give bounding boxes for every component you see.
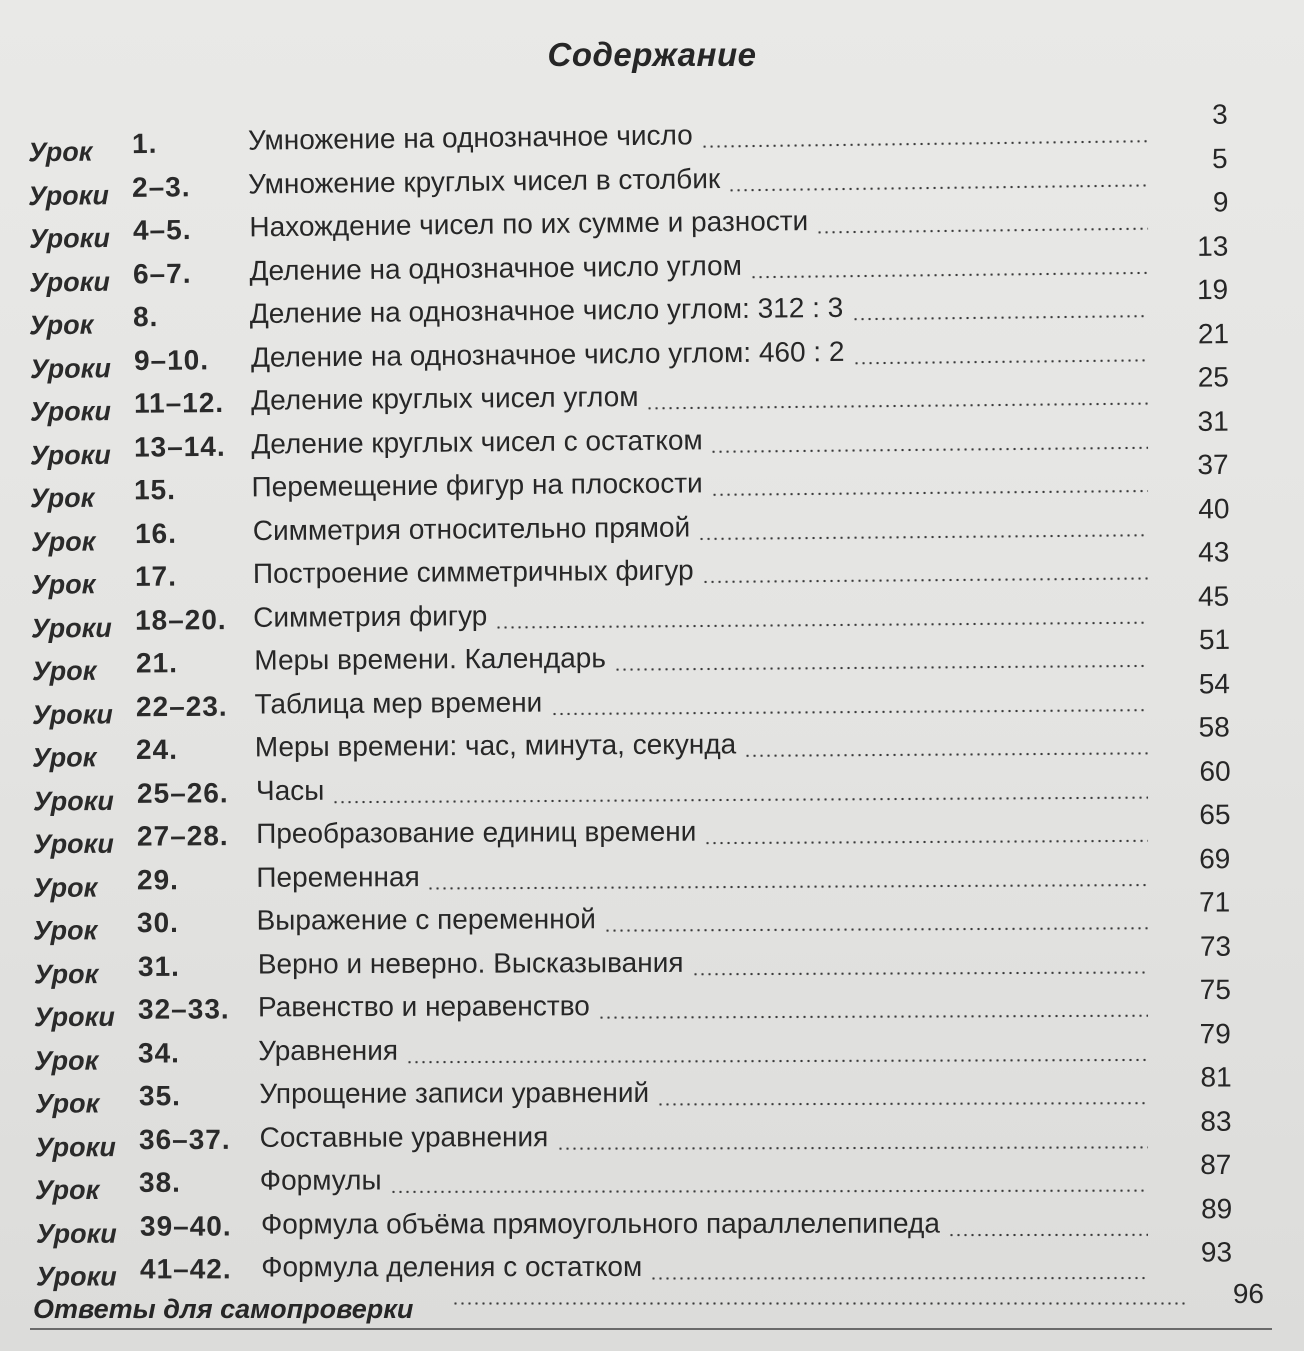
- lesson-number: 13–14.: [133, 430, 226, 463]
- dot-leader: [698, 533, 1148, 540]
- lesson-number: 34.: [138, 1036, 181, 1069]
- page-number: 73: [1199, 930, 1231, 962]
- lesson-label: Уроки: [35, 1218, 117, 1249]
- lesson-title: Деление на однозначное число углом: 312 : 3: [249, 291, 844, 330]
- lesson-label: Уроки: [33, 1001, 115, 1033]
- lesson-label: Урок: [30, 525, 96, 557]
- lesson-label: Урок: [35, 1174, 100, 1206]
- lesson-number: 36–37.: [138, 1123, 231, 1155]
- toc-entry: [33, 930, 1240, 991]
- dot-leader: [390, 1189, 1148, 1193]
- page-title: Содержание: [547, 36, 757, 73]
- page-number: 51: [1198, 623, 1230, 656]
- toc-entry: [35, 1148, 1240, 1207]
- lesson-title: Формула деления с остатком: [260, 1250, 643, 1283]
- lesson-number: 4–5.: [132, 214, 192, 246]
- page-number: 9: [1212, 186, 1229, 218]
- lesson-number: 29.: [137, 863, 180, 895]
- lesson-title: Умножение круглых чисел в столбик: [248, 162, 721, 200]
- page-number: 81: [1200, 1061, 1232, 1093]
- lesson-label: Уроки: [32, 828, 114, 860]
- toc-entry: [35, 1236, 1240, 1293]
- lesson-title: Перемещение фигур на плоскости: [251, 467, 704, 503]
- dot-leader: [704, 839, 1148, 844]
- lesson-number: 16.: [134, 517, 177, 549]
- toc-entry: [34, 1061, 1241, 1120]
- page-number: 58: [1198, 711, 1231, 743]
- lesson-title: Часы: [255, 774, 324, 806]
- dot-leader: [650, 1277, 1148, 1280]
- answers-title: Ответы для самопроверки: [33, 1294, 414, 1324]
- lesson-title: Меры времени: час, минута, секунда: [254, 728, 737, 763]
- dot-leader: [816, 227, 1148, 234]
- lesson-label: Урок: [29, 309, 94, 341]
- lesson-number: 31.: [137, 950, 180, 982]
- lesson-title: Переменная: [256, 860, 420, 893]
- lesson-number: 35.: [138, 1080, 181, 1112]
- page-number: 45: [1198, 580, 1230, 612]
- lesson-label: Уроки: [29, 396, 111, 427]
- dot-leader: [406, 1058, 1148, 1063]
- page-number: 37: [1197, 448, 1230, 481]
- dot-leader: [495, 621, 1148, 629]
- toc-entry: [35, 1192, 1240, 1251]
- lesson-label: Уроки: [32, 785, 114, 816]
- lesson-title: Уравнения: [258, 1034, 399, 1066]
- dot-leader: [702, 577, 1148, 584]
- lesson-title: Деление круглых чисел с остатком: [251, 423, 703, 460]
- lesson-label: Уроки: [28, 179, 110, 211]
- lesson-number: 15.: [134, 474, 177, 506]
- page-number: 93: [1200, 1236, 1232, 1268]
- toc-entry: [33, 886, 1240, 947]
- page-number: 21: [1197, 317, 1229, 349]
- lesson-label: Урок: [33, 958, 99, 989]
- lesson-label: Уроки: [31, 698, 113, 730]
- lesson-number: 18–20.: [135, 603, 228, 636]
- dot-leader: [427, 883, 1148, 889]
- bottom-rule: [30, 1328, 1272, 1330]
- toc-entry: [32, 755, 1240, 818]
- lesson-title: Формулы: [259, 1164, 382, 1196]
- page-number: 31: [1197, 405, 1229, 437]
- dot-leader: [692, 970, 1148, 975]
- page-number: 60: [1198, 755, 1231, 787]
- lesson-number: 21.: [135, 647, 178, 679]
- lesson-number: 6–7.: [132, 257, 192, 289]
- lesson-number: 41–42.: [139, 1253, 232, 1285]
- dot-leader: [598, 1014, 1148, 1019]
- lesson-label: Уроки: [31, 612, 113, 643]
- toc-entry: [33, 973, 1240, 1034]
- lesson-number: 8.: [133, 300, 159, 333]
- dot-leader: [604, 927, 1148, 932]
- lesson-title: Преобразование единиц времени: [255, 815, 697, 849]
- page-number: 43: [1198, 536, 1230, 568]
- lesson-label: Урок: [30, 482, 95, 514]
- page-number: 89: [1200, 1192, 1232, 1224]
- lesson-number: 30.: [137, 906, 180, 939]
- dot-leader: [852, 315, 1148, 321]
- page-number: 65: [1199, 798, 1231, 831]
- dot-leader: [728, 183, 1148, 191]
- page-number: 25: [1197, 361, 1229, 393]
- lesson-label: Урок: [34, 1045, 99, 1076]
- toc-entry: [32, 798, 1240, 861]
- lesson-number: 2–3.: [132, 170, 191, 203]
- lesson-label: Урок: [32, 742, 97, 773]
- lesson-label: Урок: [34, 1088, 99, 1119]
- page-number: 13: [1196, 230, 1229, 262]
- dot-leader: [657, 1102, 1148, 1106]
- lesson-title: Равенство и неравенство: [257, 990, 590, 1023]
- page-number: 75: [1199, 973, 1231, 1006]
- lesson-title: Деление на однозначное число углом: 460 : 2: [250, 335, 845, 373]
- lesson-number: 39–40.: [139, 1210, 232, 1242]
- lesson-title: Таблица мер времени: [254, 686, 543, 719]
- page-number: 83: [1200, 1105, 1232, 1137]
- dot-leader: [948, 1233, 1148, 1236]
- dot-leader: [744, 752, 1148, 757]
- dot-leader: [646, 402, 1148, 410]
- lesson-label: Уроки: [28, 266, 110, 298]
- dot-leader: [853, 358, 1148, 364]
- page-number: 79: [1199, 1017, 1232, 1049]
- page-number: 40: [1197, 492, 1230, 524]
- lesson-title: Построение симметричных фигур: [252, 554, 694, 590]
- lesson-title: Упрощение записи уравнений: [258, 1076, 649, 1109]
- lesson-title: Симметрия относительно прямой: [252, 511, 690, 546]
- lesson-title: Нахождение чисел по их сумме и разности: [248, 205, 808, 243]
- lesson-label: Уроки: [30, 439, 112, 471]
- dot-leader: [557, 1145, 1148, 1149]
- dot-leader: [750, 271, 1148, 278]
- toc-entry: [34, 1105, 1240, 1164]
- lesson-label: Урок: [31, 655, 97, 687]
- lesson-number: 1.: [131, 127, 158, 160]
- lesson-title: Деление на однозначное число углом: [249, 249, 742, 286]
- page-number: 5: [1212, 142, 1229, 174]
- answers-page-number: 96: [1232, 1278, 1264, 1309]
- lesson-number: 32–33.: [137, 993, 230, 1025]
- lesson-label: Уроки: [29, 352, 111, 384]
- lesson-title: Составные уравнения: [259, 1120, 549, 1153]
- dot-leader: [332, 796, 1148, 804]
- dot-leader: [710, 446, 1148, 453]
- answers-dot-leader: [452, 1302, 1186, 1305]
- page-number: 87: [1200, 1148, 1232, 1181]
- lesson-number: 25–26.: [136, 776, 229, 809]
- page-number: 54: [1198, 667, 1230, 699]
- dot-leader: [614, 664, 1148, 671]
- lesson-number: 38.: [139, 1166, 182, 1198]
- lesson-number: 22–23.: [135, 690, 228, 722]
- lesson-number: 11–12.: [133, 386, 225, 419]
- lesson-label: Уроки: [35, 1261, 117, 1292]
- lesson-number: 24.: [136, 733, 179, 766]
- page-number: 71: [1199, 886, 1231, 918]
- lesson-label: Урок: [27, 136, 93, 168]
- lesson-number: 27–28.: [136, 820, 229, 852]
- lesson-title: Выражение с переменной: [256, 903, 597, 936]
- lesson-title: Симметрия фигур: [253, 599, 488, 633]
- lesson-number: 17.: [134, 560, 178, 592]
- lesson-label: Урок: [30, 569, 96, 600]
- lesson-label: Уроки: [34, 1131, 116, 1162]
- lesson-title: Формула объёма прямоугольного параллелепипеда: [260, 1207, 940, 1239]
- lesson-title: Умножение на однозначное число: [247, 119, 693, 156]
- lesson-label: Урок: [33, 872, 98, 903]
- dot-leader: [701, 140, 1148, 148]
- lesson-title: Деление круглых чисел углом: [250, 380, 639, 416]
- page-number: 3: [1211, 98, 1228, 130]
- dot-leader: [711, 490, 1148, 497]
- toc-entry: [34, 1017, 1240, 1078]
- lesson-label: Уроки: [28, 222, 110, 254]
- dot-leader: [551, 708, 1148, 715]
- lesson-label: Урок: [33, 915, 98, 946]
- lesson-title: Меры времени. Календарь: [253, 642, 606, 676]
- page-number: 19: [1197, 273, 1229, 306]
- lesson-title: Верно и неверно. Высказывания: [257, 946, 684, 979]
- page-number: 69: [1199, 842, 1231, 874]
- lesson-number: 9–10.: [133, 343, 209, 376]
